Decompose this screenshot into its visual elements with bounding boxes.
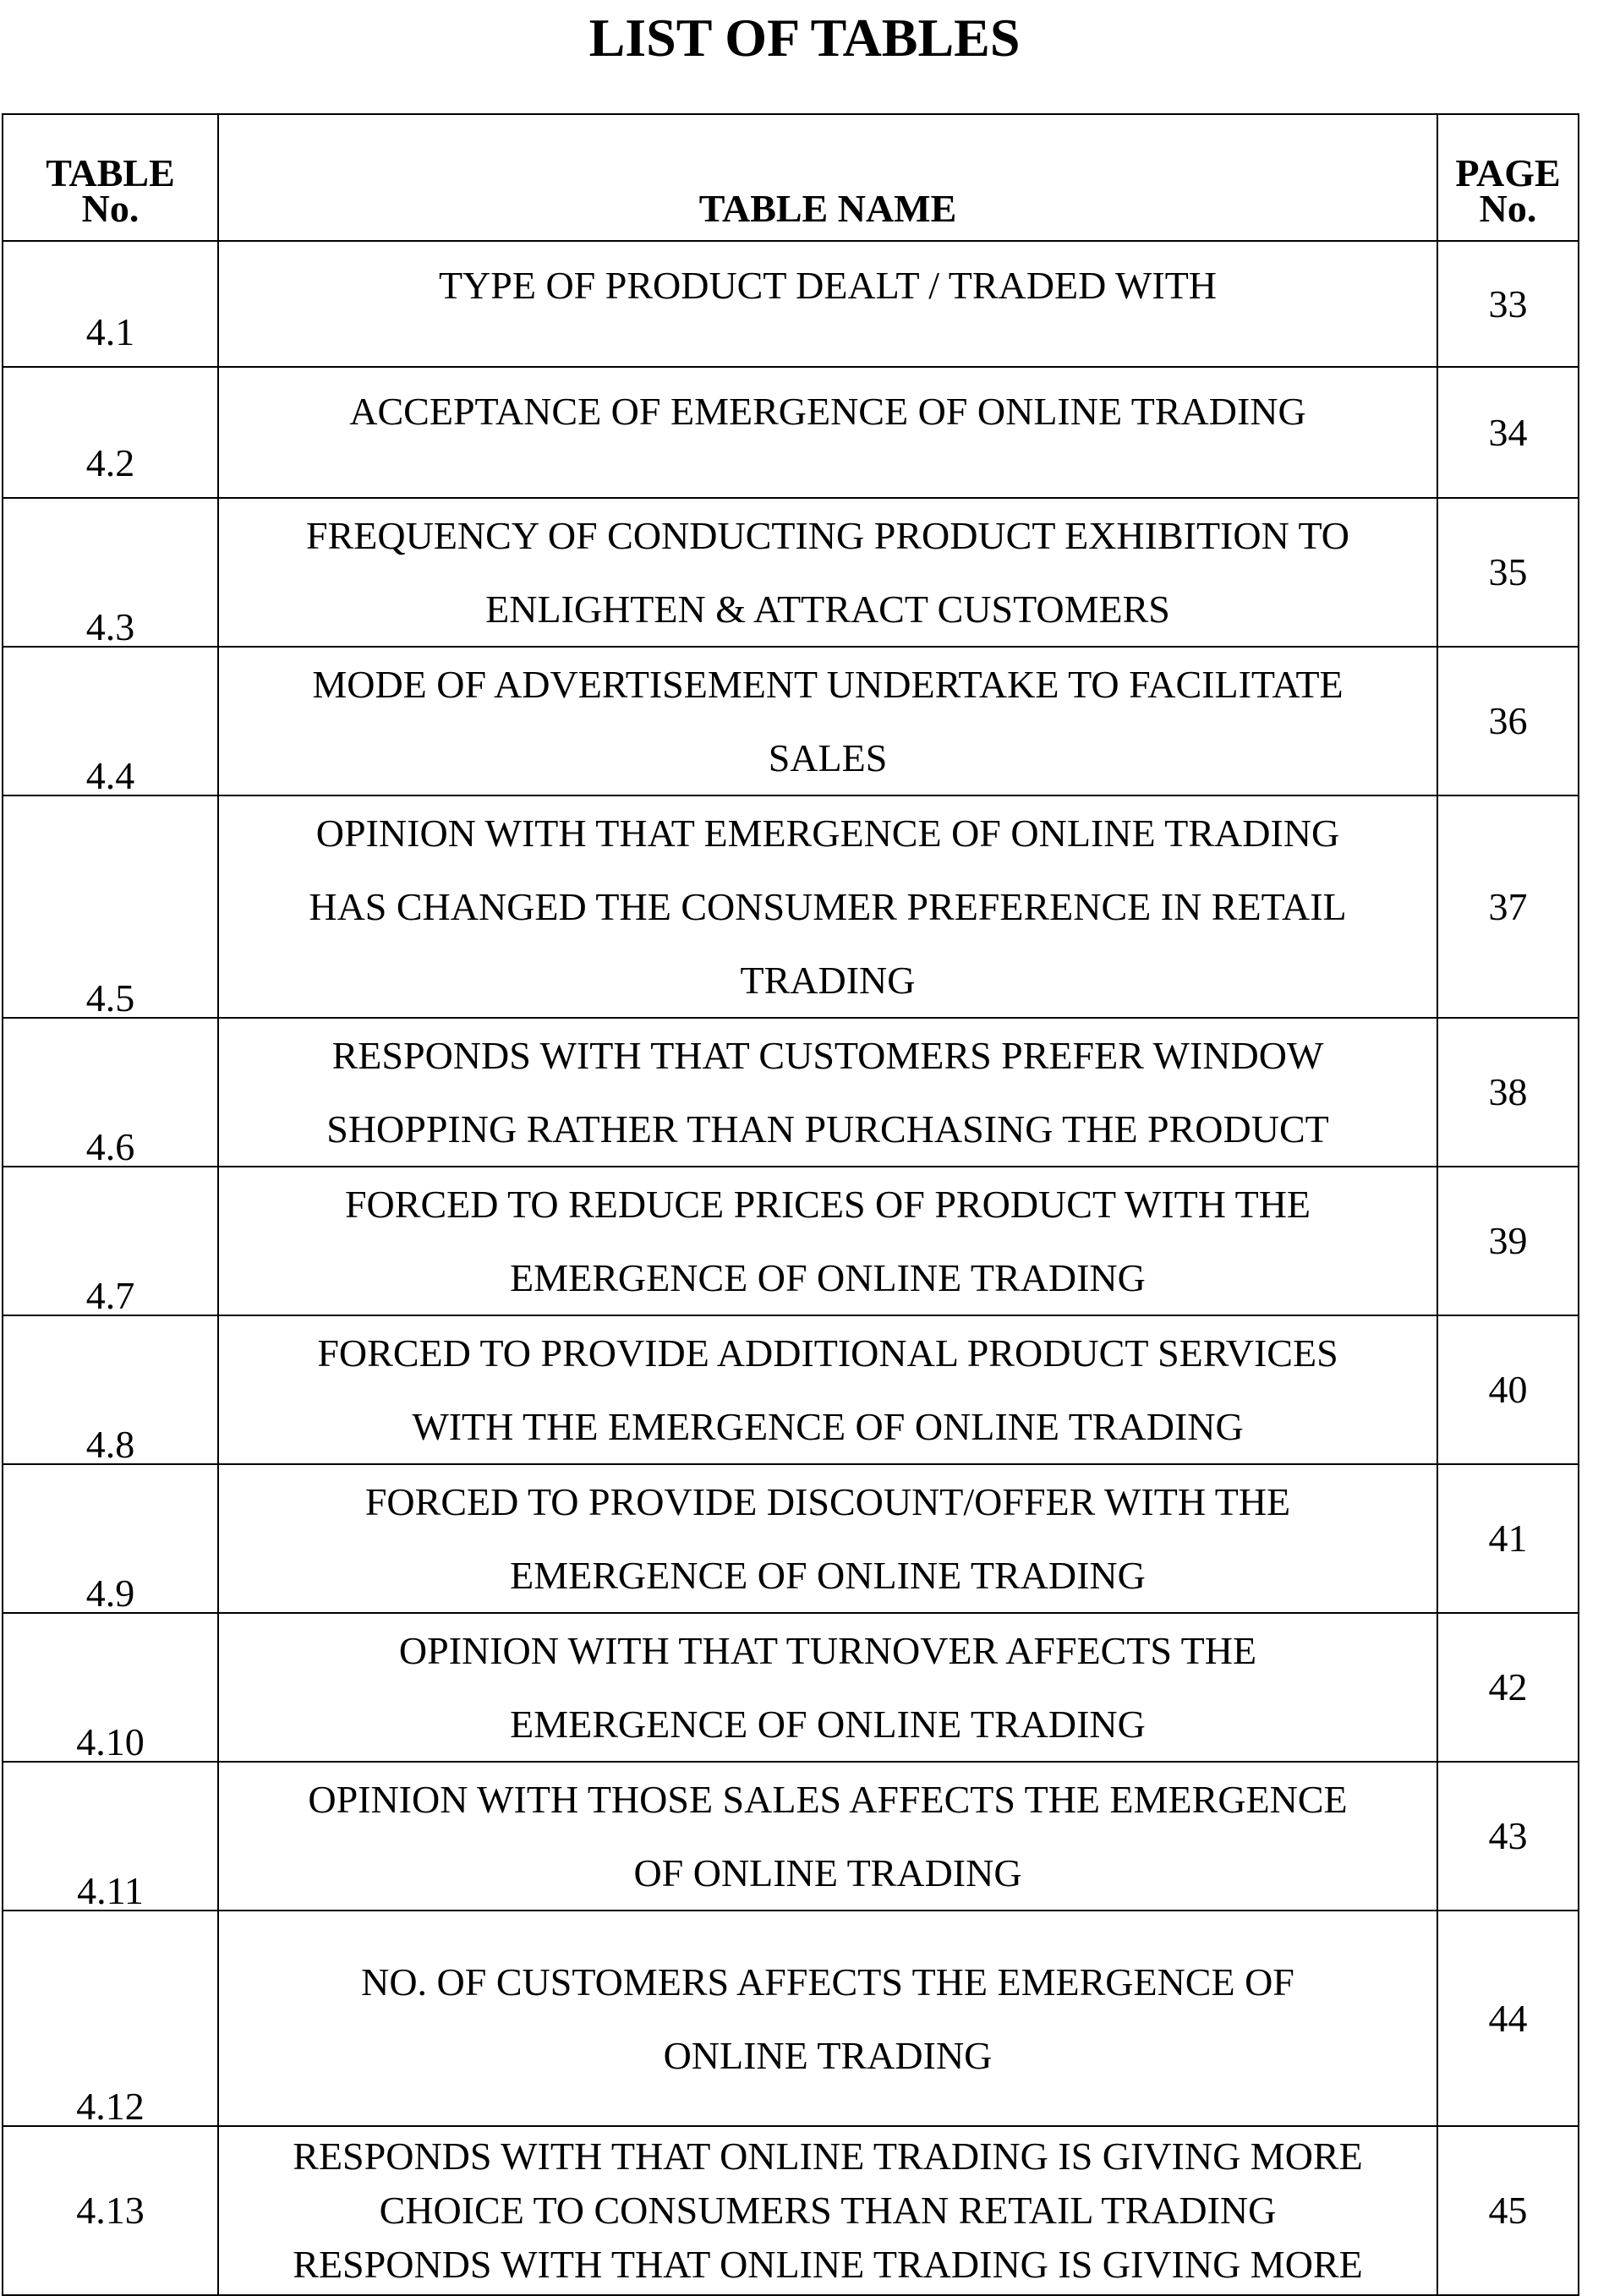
table-name-line: ONLINE TRADING xyxy=(663,2033,993,2077)
page-number-cell: 35 xyxy=(1437,498,1579,647)
table-name-line: RESPONDS WITH THAT ONLINE TRADING IS GIVING MORE xyxy=(293,2135,1363,2178)
table-name-line: ACCEPTANCE OF EMERGENCE OF ONLINE TRADING xyxy=(349,390,1306,433)
table-name-cell xyxy=(218,647,1437,795)
table-name-line: OPINION WITH THAT EMERGENCE OF ONLINE TRADING xyxy=(315,812,1340,855)
table-row xyxy=(3,1911,1579,2126)
header-page-no xyxy=(1437,114,1579,241)
table-row xyxy=(3,367,1579,498)
page-number-cell: 42 xyxy=(1437,1613,1579,1762)
page-number-cell: 37 xyxy=(1437,795,1579,1018)
header-table-name-label: TABLE NAME xyxy=(698,187,957,230)
page-number-cell: 36 xyxy=(1437,647,1579,795)
table-name-cell xyxy=(218,1167,1437,1315)
table-row xyxy=(3,647,1579,795)
table-name-line: SALES xyxy=(768,736,888,779)
header-page-no-line: No. xyxy=(1479,187,1537,230)
table-row xyxy=(3,1613,1579,1762)
table-number-cell: 4.4 xyxy=(3,647,218,795)
table-row xyxy=(3,1464,1579,1613)
table-row xyxy=(3,1762,1579,1911)
table-number-cell: 4.13 xyxy=(3,2126,218,2295)
table-row xyxy=(3,241,1579,367)
page-number-cell: 41 xyxy=(1437,1464,1579,1613)
table-row xyxy=(3,1167,1579,1315)
table-name-line: FORCED TO PROVIDE ADDITIONAL PRODUCT SERVICES xyxy=(317,1331,1338,1375)
table-name-line: RESPONDS WITH THAT CUSTOMERS PREFER WINDOW xyxy=(331,1034,1324,1077)
table-name-line: ENLIGHTEN & ATTRACT CUSTOMERS xyxy=(485,588,1170,631)
table-number-cell: 4.3 xyxy=(3,498,218,647)
table-name-cell xyxy=(218,1464,1437,1613)
table-name-line: WITH THE EMERGENCE OF ONLINE TRADING xyxy=(412,1405,1244,1448)
table-name-line: TYPE OF PRODUCT DEALT / TRADED WITH xyxy=(438,264,1218,307)
table-name-line: TRADING xyxy=(740,959,916,1002)
table-name-line: OF ONLINE TRADING xyxy=(633,1851,1022,1894)
table-name-cell xyxy=(218,795,1437,1018)
page-number-cell: 43 xyxy=(1437,1762,1579,1911)
table-name-line: NO. OF CUSTOMERS AFFECTS THE EMERGENCE OF xyxy=(361,1960,1294,2004)
table-name-cell xyxy=(218,498,1437,647)
table-name-line: FORCED TO REDUCE PRICES OF PRODUCT WITH THE xyxy=(344,1183,1311,1226)
table-name-cell xyxy=(218,1911,1437,2126)
table-name-line: FORCED TO PROVIDE DISCOUNT/OFFER WITH THE xyxy=(364,1480,1291,1523)
table-name-line: EMERGENCE OF ONLINE TRADING xyxy=(510,1256,1146,1299)
page-number-cell: 39 xyxy=(1437,1167,1579,1315)
table-name-cell xyxy=(218,367,1437,498)
table-number-cell: 4.12 xyxy=(3,1911,218,2126)
list-of-tables xyxy=(2,113,1579,2296)
table-name-line: EMERGENCE OF ONLINE TRADING xyxy=(510,1703,1146,1746)
page-number-cell: 45 xyxy=(1437,2126,1579,2295)
header-table-no-line: No. xyxy=(81,187,140,230)
table-name-line: EMERGENCE OF ONLINE TRADING xyxy=(510,1554,1146,1597)
table-number-cell: 4.6 xyxy=(3,1018,218,1167)
header-table-name xyxy=(218,114,1437,241)
table-number-cell: 4.2 xyxy=(3,367,218,498)
page-number-cell: 33 xyxy=(1437,241,1579,367)
table-name-line: MODE OF ADVERTISEMENT UNDERTAKE TO FACILITATE xyxy=(312,663,1344,706)
table-number-cell: 4.1 xyxy=(3,241,218,367)
table-row xyxy=(3,498,1579,647)
header-page-no-line: PAGE xyxy=(1455,151,1561,194)
table-name-line: OPINION WITH THOSE SALES AFFECTS THE EMERGENCE xyxy=(308,1778,1348,1821)
page-number-cell: 44 xyxy=(1437,1911,1579,2126)
table-name-cell xyxy=(218,1018,1437,1167)
table-name-line: SHOPPING RATHER THAN PURCHASING THE PRODUCT xyxy=(326,1107,1329,1151)
table-number-cell: 4.10 xyxy=(3,1613,218,1762)
table-number-cell: 4.11 xyxy=(3,1762,218,1911)
table-number-cell: 4.9 xyxy=(3,1464,218,1613)
table-name-line: CHOICE TO CONSUMERS THAN RETAIL TRADING xyxy=(379,2189,1277,2232)
table-name-line: OPINION WITH THAT TURNOVER AFFECTS THE xyxy=(398,1629,1257,1672)
table-name-line: RESPONDS WITH THAT ONLINE TRADING IS GIVING MORE xyxy=(293,2243,1363,2286)
table-name-cell xyxy=(218,1315,1437,1464)
table-name-line: FREQUENCY OF CONDUCTING PRODUCT EXHIBITION TO xyxy=(306,514,1349,557)
table-name-cell xyxy=(218,1613,1437,1762)
table-header-row xyxy=(3,114,1579,241)
table-name-cell xyxy=(218,1762,1437,1911)
page-number-cell: 38 xyxy=(1437,1018,1579,1167)
page-number-cell: 40 xyxy=(1437,1315,1579,1464)
header-table-no-line: TABLE xyxy=(46,151,175,194)
table-number-cell: 4.5 xyxy=(3,795,218,1018)
header-table-no xyxy=(3,114,218,241)
table-row xyxy=(3,1315,1579,1464)
table-row xyxy=(3,795,1579,1018)
table-number-cell: 4.8 xyxy=(3,1315,218,1464)
table-name-cell xyxy=(218,241,1437,367)
table-name-line: HAS CHANGED THE CONSUMER PREFERENCE IN RETAIL xyxy=(309,885,1347,928)
table-number-cell: 4.7 xyxy=(3,1167,218,1315)
table-row xyxy=(3,1018,1579,1167)
table-name-cell xyxy=(218,2126,1437,2295)
table-body xyxy=(3,241,1579,2295)
page-number-cell: 34 xyxy=(1437,367,1579,498)
page-title: LIST OF TABLES xyxy=(588,8,1021,68)
table-row xyxy=(3,2126,1579,2295)
